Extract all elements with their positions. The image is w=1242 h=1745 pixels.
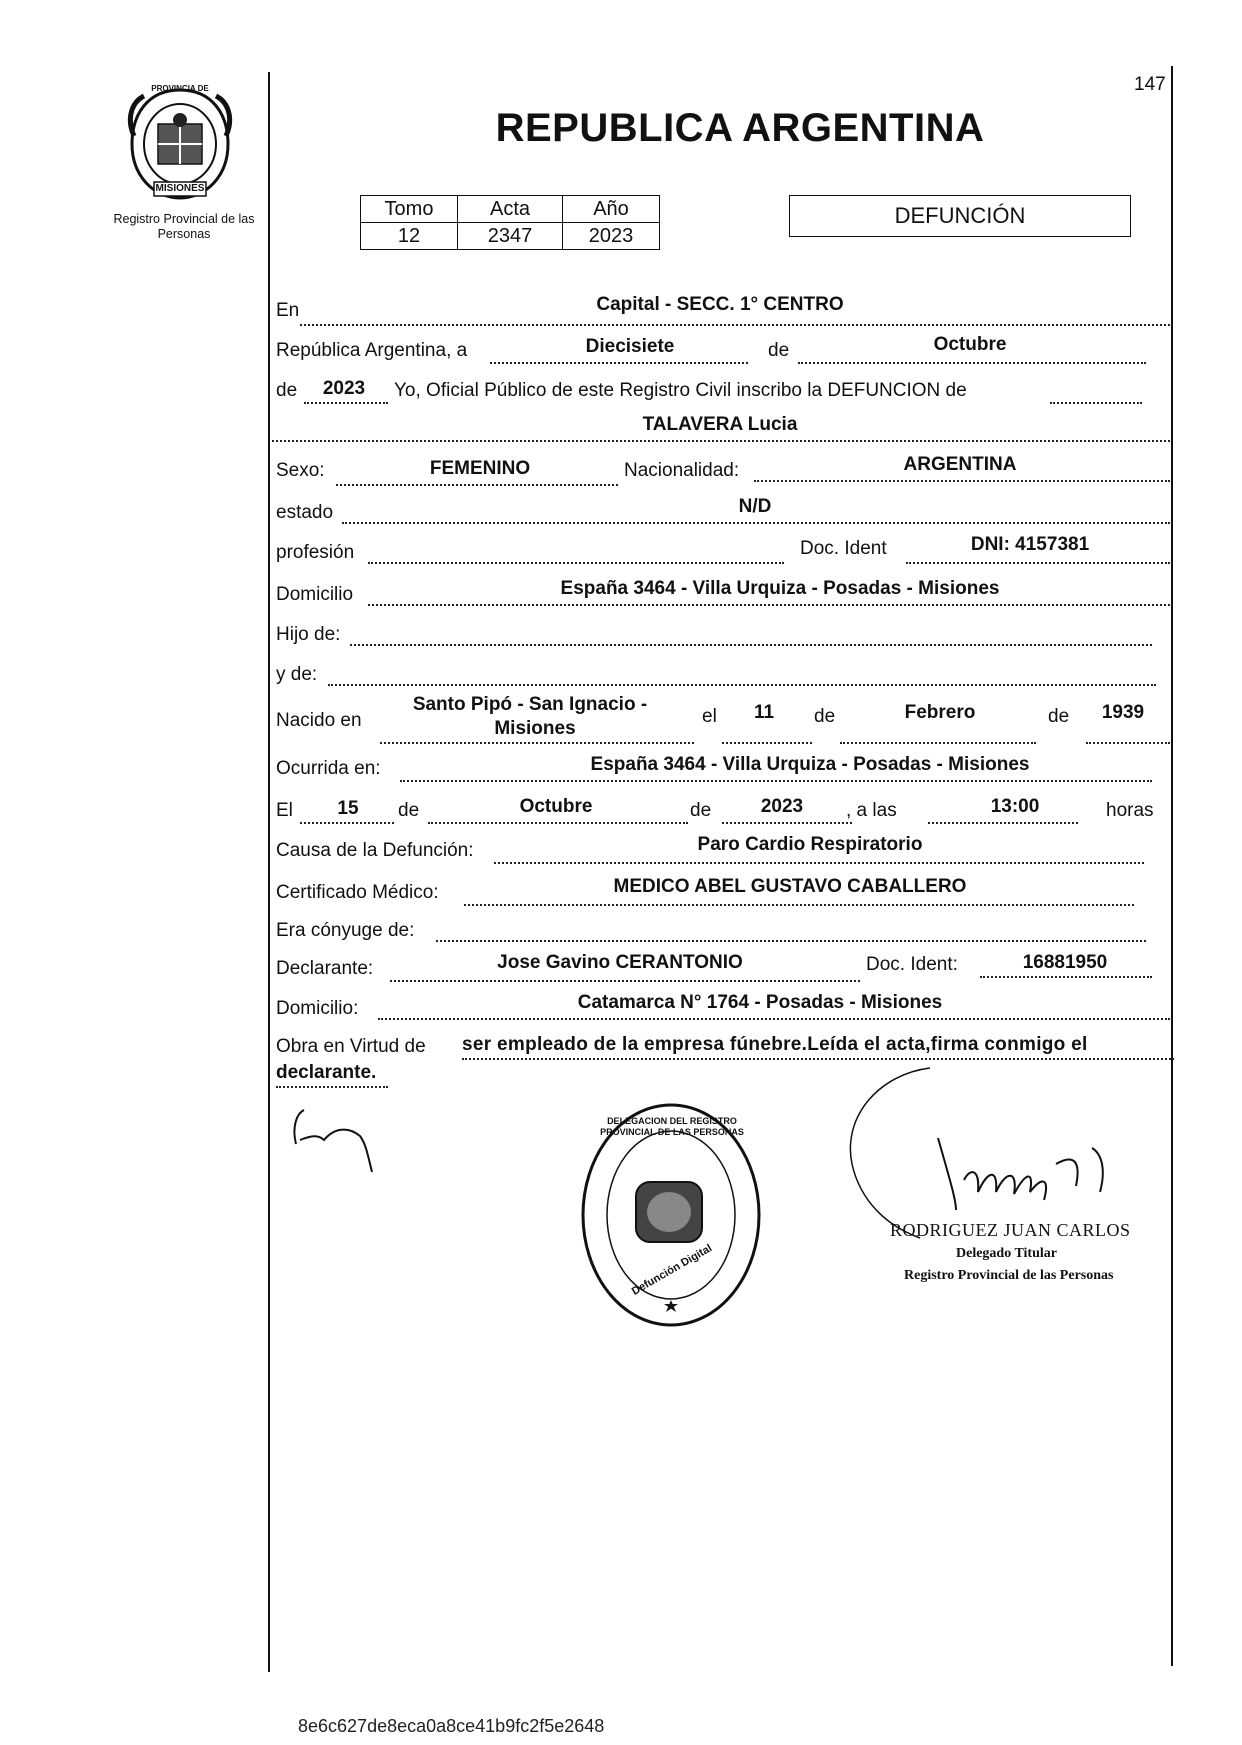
registry-name: Registro Provincial de las Personas xyxy=(113,212,255,241)
a-las-label: , a las xyxy=(846,800,897,821)
sexo-value: FEMENINO xyxy=(429,458,531,479)
official-role: Delegado Titular xyxy=(956,1246,1057,1261)
y-de-dotted-line xyxy=(328,684,1156,686)
hijo-de-dotted-line xyxy=(350,644,1152,646)
day-text-dotted-line xyxy=(490,362,748,364)
nacido-en-line-2: Misiones xyxy=(494,718,576,739)
birth-year-value: 1939 xyxy=(1101,702,1145,723)
page-number: 147 xyxy=(1134,74,1166,95)
el-label: el xyxy=(702,706,717,727)
death-day-value: 15 xyxy=(337,798,359,819)
deceased-name-dotted-line xyxy=(272,440,1170,442)
estado-label: estado xyxy=(276,502,334,523)
death-month-dotted-line xyxy=(428,822,688,824)
domicilio-label: Domicilio xyxy=(276,584,354,605)
birth-day-dotted-line xyxy=(722,742,812,744)
declarante-domicilio-label: Domicilio: xyxy=(276,998,359,1019)
death-time-dotted-line xyxy=(928,822,1078,824)
declarante-label: Declarante: xyxy=(276,958,374,979)
de-label-6: de xyxy=(690,800,712,821)
profesion-dotted-line xyxy=(368,562,784,564)
deceased-name-value: TALAVERA Lucia xyxy=(642,414,798,435)
de-label-5: de xyxy=(398,800,420,821)
domicilio-value: España 3464 - Villa Urquiza - Posadas - Misiones xyxy=(560,578,1000,599)
estado-dotted-line xyxy=(342,522,1170,524)
month-text-dotted-line xyxy=(798,362,1146,364)
doc-ident-label: Doc. Ident xyxy=(800,538,887,559)
declarante-domicilio-value: Catamarca N° 1764 - Posadas - Misiones xyxy=(577,992,943,1013)
anio-label: Año xyxy=(563,196,660,223)
de-label: de xyxy=(768,340,790,361)
sexo-dotted-line xyxy=(336,484,618,486)
conyuge-dotted-line xyxy=(436,940,1146,942)
death-time-value: 13:00 xyxy=(990,796,1040,817)
declarante-doc-label: Doc. Ident: xyxy=(866,954,958,975)
sexo-label: Sexo: xyxy=(276,460,325,481)
nacionalidad-value: ARGENTINA xyxy=(903,454,1017,475)
declarante-domicilio-dotted-line xyxy=(378,1018,1170,1020)
inscribe-text: Yo, Oficial Público de este Registro Civil inscribo la DEFUNCION de xyxy=(394,380,967,401)
doc-ident-value: DNI: 4157381 xyxy=(970,534,1090,555)
ocurrida-en-value: España 3464 - Villa Urquiza - Posadas - Misiones xyxy=(590,754,1030,775)
death-year-dotted-line xyxy=(722,822,852,824)
obra-line-2-dotted-line xyxy=(276,1086,388,1088)
causa-value: Paro Cardio Respiratorio xyxy=(697,834,923,855)
de-label-4: de xyxy=(1048,706,1070,727)
en-label: En xyxy=(276,300,300,321)
official-name: RODRIGUEZ JUAN CARLOS xyxy=(890,1220,1131,1240)
obra-line-1: ser empleado de la empresa fúnebre.Leída el acta,firma conmigo el xyxy=(462,1034,1088,1055)
stamp-outer-text: DELEGACION DEL REGISTRO PROVINCIAL DE LAS PERSONAS xyxy=(600,1116,744,1137)
obra-label: Obra en Virtud de xyxy=(276,1036,426,1057)
acta-label: Acta xyxy=(458,196,563,223)
place-value: Capital - SECC. 1° CENTRO xyxy=(596,294,844,315)
nacido-en-line-1: Santo Pipó - San Ignacio - xyxy=(412,694,648,715)
y-de-label: y de: xyxy=(276,664,318,685)
right-border-line xyxy=(1171,66,1173,1666)
causa-label: Causa de la Defunción: xyxy=(276,840,474,861)
official-registry: Registro Provincial de las Personas xyxy=(904,1268,1114,1283)
estado-value: N/D xyxy=(738,496,772,517)
birth-day-value: 11 xyxy=(753,702,775,723)
nacido-en-dotted-line xyxy=(380,742,694,744)
profesion-label: profesión xyxy=(276,542,355,563)
nacionalidad-dotted-line xyxy=(754,480,1170,482)
inscribe-dotted-line xyxy=(1050,402,1142,404)
year-dotted-line xyxy=(304,402,388,404)
birth-month-value: Febrero xyxy=(904,702,976,723)
day-text-value: Diecisiete xyxy=(585,336,675,357)
certificado-label: Certificado Médico: xyxy=(276,882,439,903)
nacionalidad-label: Nacionalidad: xyxy=(624,460,740,481)
de-label-3: de xyxy=(814,706,836,727)
tomo-value: 12 xyxy=(361,223,458,250)
declarante-doc-value: 16881950 xyxy=(1022,952,1108,973)
certificado-value: MEDICO ABEL GUSTAVO CABALLERO xyxy=(613,876,967,897)
hijo-de-label: Hijo de: xyxy=(276,624,341,645)
declarante-doc-dotted-line xyxy=(980,976,1152,978)
declarante-value: Jose Gavino CERANTONIO xyxy=(497,952,743,973)
place-dotted-line xyxy=(300,324,1170,326)
republica-label: República Argentina, a xyxy=(276,340,468,361)
month-text-value: Octubre xyxy=(933,334,1007,355)
conyuge-label: Era cónyuge de: xyxy=(276,920,415,941)
obra-line-2: declarante. xyxy=(276,1062,377,1083)
birth-year-dotted-line xyxy=(1086,742,1170,744)
death-day-dotted-line xyxy=(300,822,394,824)
declarante-signature xyxy=(286,1100,406,1180)
el-label-2: El xyxy=(276,800,293,821)
year-value: 2023 xyxy=(322,378,366,399)
record-reference-table xyxy=(360,195,660,250)
left-border-line xyxy=(268,72,270,1672)
acta-value: 2347 xyxy=(458,223,563,250)
horas-label: horas xyxy=(1106,800,1154,821)
ocurrida-en-label: Ocurrida en: xyxy=(276,758,381,779)
page-title: REPUBLICA ARGENTINA xyxy=(495,106,985,150)
seal-bottom-text: MISIONES xyxy=(155,183,205,194)
seal-top-text: PROVINCIA DE xyxy=(151,84,209,93)
certificado-dotted-line xyxy=(464,904,1134,906)
de-label-2: de xyxy=(276,380,298,401)
birth-month-dotted-line xyxy=(840,742,1036,744)
tomo-label: Tomo xyxy=(361,196,458,223)
anio-value: 2023 xyxy=(563,223,660,250)
doc-ident-dotted-line xyxy=(906,562,1170,564)
ocurrida-en-dotted-line xyxy=(400,780,1152,782)
record-type-box: DEFUNCIÓN xyxy=(789,195,1131,237)
causa-dotted-line xyxy=(494,862,1144,864)
death-year-value: 2023 xyxy=(760,796,804,817)
death-month-value: Octubre xyxy=(519,796,593,817)
nacido-en-label: Nacido en xyxy=(276,710,362,731)
stamp-inner-text: Defunción Digital xyxy=(629,1242,715,1298)
declarante-dotted-line xyxy=(390,980,860,982)
document-hash: 8e6c627de8eca0a8ce41b9fc2f5e2648 xyxy=(298,1716,605,1736)
domicilio-dotted-line xyxy=(368,604,1170,606)
